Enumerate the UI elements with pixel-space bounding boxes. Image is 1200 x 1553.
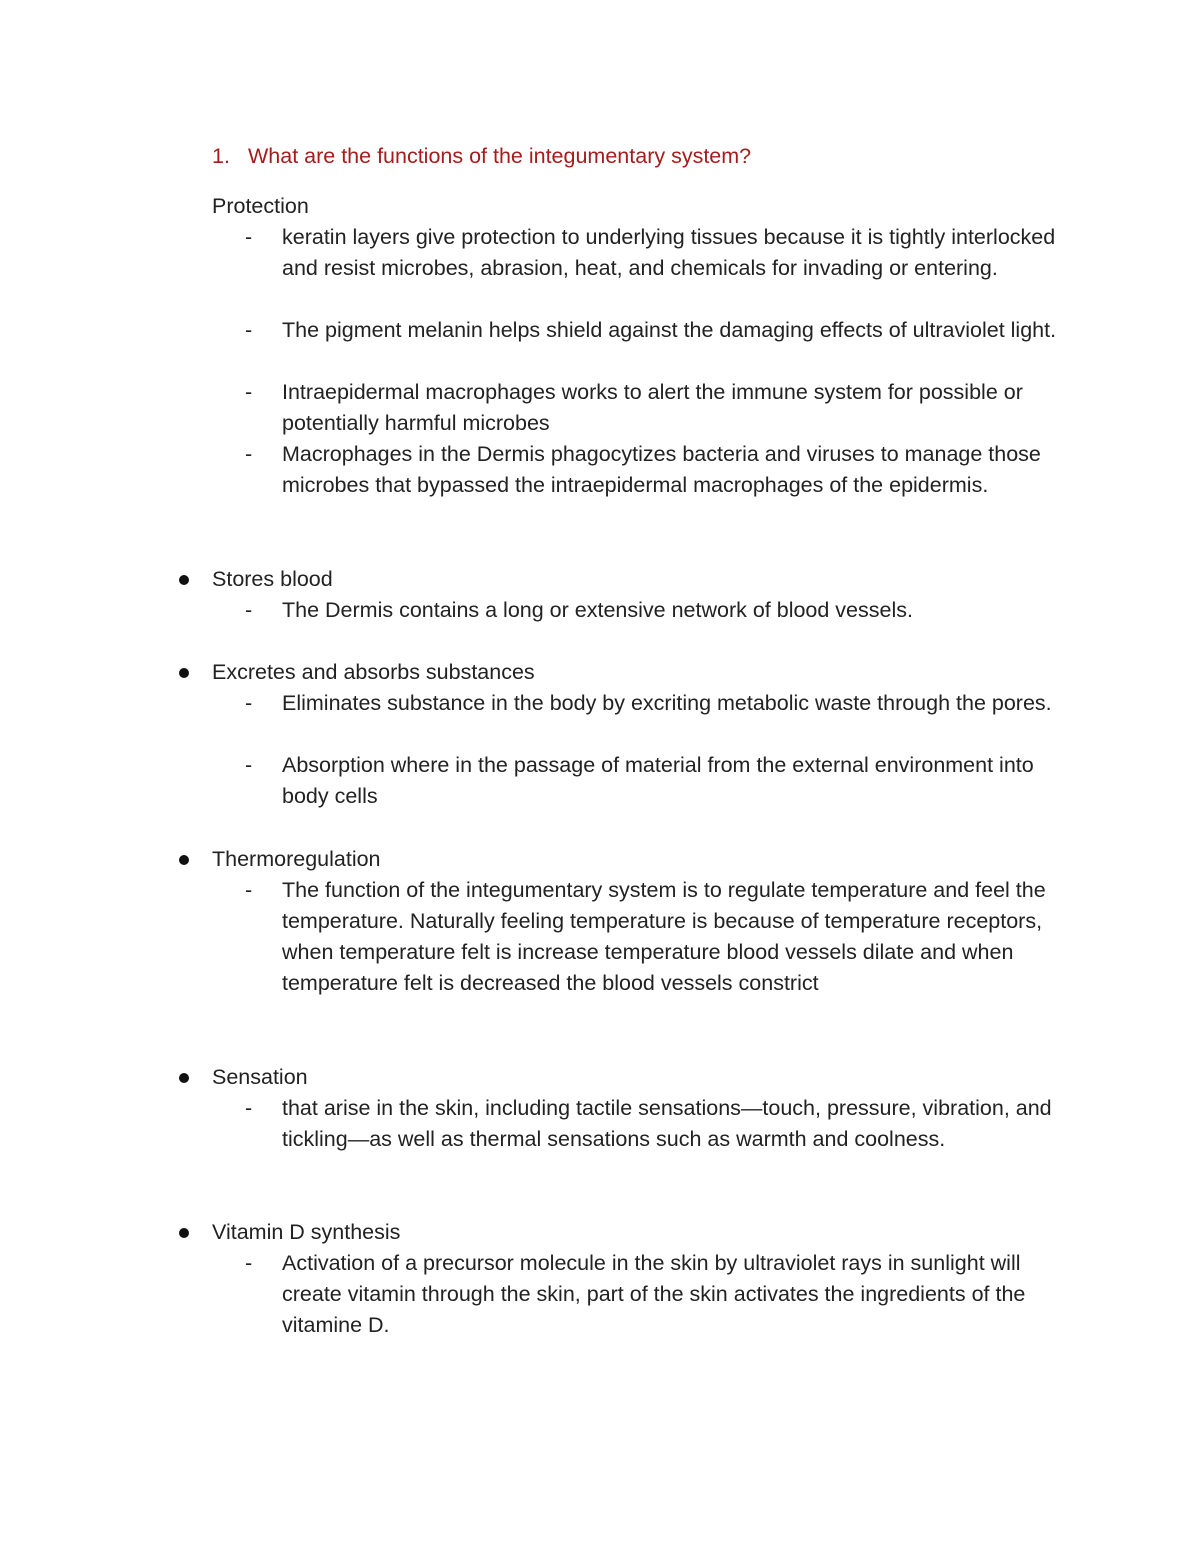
bullet-icon: [179, 1228, 189, 1238]
dash-marker: -: [245, 691, 253, 715]
dash-marker: -: [245, 1096, 253, 1120]
dash-marker: -: [245, 878, 253, 902]
list-item-text: Activation of a precursor molecule in the skin by ultraviolet rays in sunlight will create vitamin through the skin, part of the skin activates the ingredients of the vitamine D.: [282, 1251, 1026, 1337]
bullet-icon: [179, 668, 189, 678]
list-item-text: Eliminates substance in the body by excriting metabolic waste through the pores.: [282, 691, 1052, 715]
section-heading: Stores blood: [212, 567, 333, 591]
question-text: What are the functions of the integumentary system?: [248, 144, 752, 168]
dash-marker: -: [245, 225, 253, 249]
bullet-icon: [179, 575, 189, 585]
list-item-text: Macrophages in the Dermis phagocytizes bacteria and viruses to manage those microbes that bypassed the intraepidermal macrophages of the epidermis.: [282, 442, 1041, 497]
section-heading: Vitamin D synthesis: [212, 1220, 401, 1244]
question-heading: [212, 144, 751, 169]
list-item-text: Absorption where in the passage of material from the external environment into body cells: [282, 753, 1034, 808]
dash-marker: -: [245, 1251, 253, 1275]
dash-marker: -: [245, 598, 253, 622]
dash-marker: -: [245, 380, 253, 404]
list-item-text: that arise in the skin, including tactile sensations—touch, pressure, vibration, and tickling—as well as thermal sensations such as warmth and coolness.: [282, 1096, 1052, 1151]
dash-marker: -: [245, 753, 253, 777]
question-number: 1.: [212, 144, 230, 168]
list-item-text: Intraepidermal macrophages works to alert the immune system for possible or potentially harmful microbes: [282, 380, 1023, 435]
dash-marker: -: [245, 318, 253, 342]
list-item-text: The Dermis contains a long or extensive network of blood vessels.: [282, 598, 913, 622]
bullet-icon: [179, 1073, 189, 1083]
section-heading: Sensation: [212, 1065, 308, 1089]
section-heading: Protection: [212, 194, 309, 218]
section-heading: Thermoregulation: [212, 847, 381, 871]
bullet-icon: [179, 855, 189, 865]
list-item-text: The function of the integumentary system is to regulate temperature and feel the temperature. Naturally feeling temperature is because of temperature receptors, when temperature felt is increase temperature blood vessels dilate and when temperature felt is decreased the blood vessels constrict: [282, 878, 1046, 995]
list-item-text: keratin layers give protection to underlying tissues because it is tightly interlocked and resist microbes, abrasion, heat, and chemicals for invading or entering.: [282, 225, 1056, 280]
list-item-text: The pigment melanin helps shield against the damaging effects of ultraviolet light.: [282, 318, 1057, 342]
dash-marker: -: [245, 442, 253, 466]
section-heading: Excretes and absorbs substances: [212, 660, 535, 684]
